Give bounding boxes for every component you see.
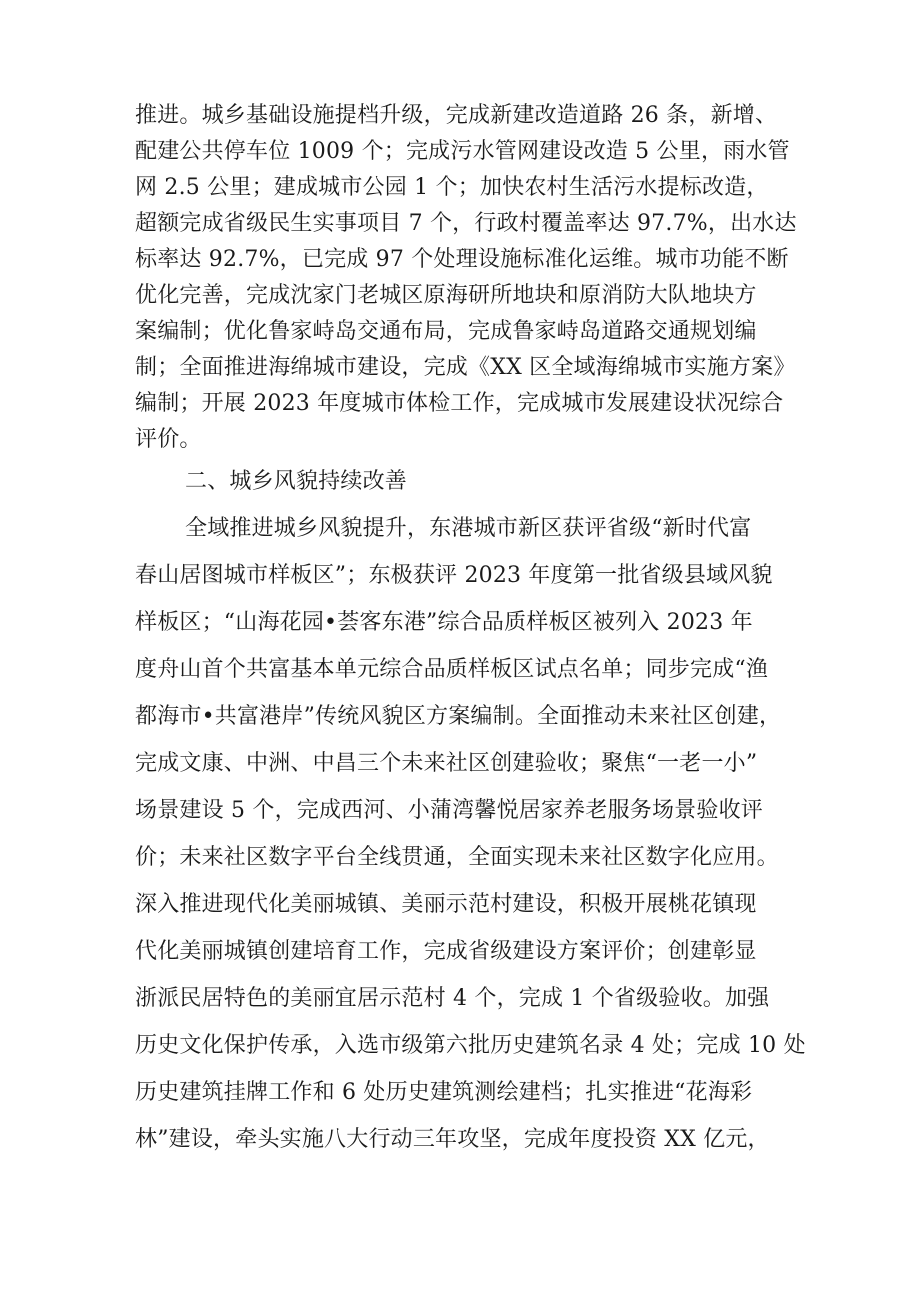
text-line: 深入推进现代化美丽城镇、美丽示范村建设，积极开展桃花镇现 xyxy=(135,892,757,917)
text-line: 网 2.5 公里；建成城市公园 1 个；加快农村生活污水提标改造， xyxy=(135,175,769,200)
text-line: 林”建设，牵头实施八大行动三年攻坚，完成年度投资 XX 亿元， xyxy=(135,1127,770,1152)
text-line: 代化美丽城镇创建培育工作，完成省级建设方案评价；创建彰显 xyxy=(135,939,757,964)
text-line: 标率达 92.7%，已完成 97 个处理设施标准化运维。城市功能不断 xyxy=(135,247,789,272)
text-line: 历史建筑挂牌工作和 6 处历史建筑测绘建档；扎实推进“花海彩 xyxy=(135,1080,753,1105)
text-line: 编制；开展 2023 年度城市体检工作，完成城市发展建设状况综合 xyxy=(135,391,784,416)
text-line: 优化完善，完成沈家门老城区原海研所地块和原消防大队地块方 xyxy=(135,283,757,308)
text-line: 价；未来社区数字平台全线贯通，全面实现未来社区数字化应用。 xyxy=(135,845,779,870)
section-heading: 二、城乡风貌持续改善 xyxy=(185,469,408,494)
text-line: 完成文康、中洲、中昌三个未来社区创建验收；聚焦“一老一小” xyxy=(135,751,758,776)
text-line: 样板区；“山海花园•荟客东港”综合品质样板区被列入 2023 年 xyxy=(135,610,753,635)
text-line: 浙派民居特色的美丽宜居示范村 4 个，完成 1 个省级验收。加强 xyxy=(135,986,770,1011)
text-line: 推进。城乡基础设施提档升级，完成新建改造道路 26 条，新增、 xyxy=(135,103,778,128)
text-line: 都海市•共富港岸”传统风貌区方案编制。全面推动未来社区创建， xyxy=(135,704,782,729)
text-line: 配建公共停车位 1009 个；完成污水管网建设改造 5 公里，雨水管 xyxy=(135,139,790,164)
text-line: 历史文化保护传承，入选市级第六批历史建筑名录 4 处；完成 10 处 xyxy=(135,1033,806,1058)
text-line: 超额完成省级民生实事项目 7 个，行政村覆盖率达 97.7%，出水达 xyxy=(135,211,797,236)
text-line: 春山居图城市样板区”；东极获评 2023 年度第一批省级县域风貌 xyxy=(135,563,773,588)
text-line: 评价。 xyxy=(135,427,202,452)
text-line: 案编制；优化鲁家峙岛交通布局，完成鲁家峙岛道路交通规划编 xyxy=(135,319,757,344)
text-line: 度舟山首个共富基本单元综合品质样板区试点名单；同步完成“渔 xyxy=(135,657,769,682)
text-line: 场景建设 5 个，完成西河、小蒲湾馨悦居家养老服务场景验收评 xyxy=(135,798,763,823)
text-line: 全域推进城乡风貌提升，东港城市新区获评省级“新时代富 xyxy=(185,516,752,541)
text-line: 制；全面推进海绵城市建设，完成《XX 区全域海绵城市实施方案》 xyxy=(135,355,796,380)
